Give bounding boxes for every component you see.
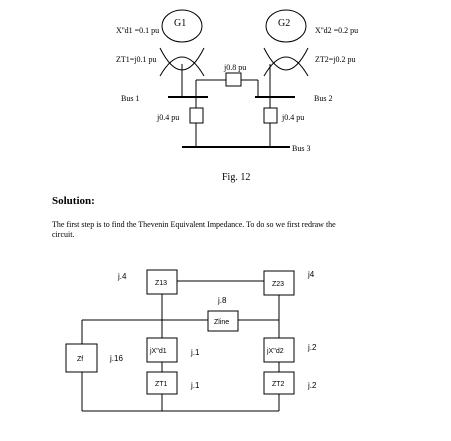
bus2-label: Bus 2 [314,94,333,103]
zline-value: j.8 [218,296,227,305]
solution-paragraph-line1: The first step is to find the Thevenin Equivalent Impedance. To do so we first redraw the [52,220,336,229]
z23-box-label: Z23 [272,281,285,288]
zt2-label: ZT2 [272,381,285,388]
z13-value: j.4 [118,272,127,281]
thevenin-circuit [66,270,317,411]
g2-xd-label: X''d2 =0.2 pu [315,26,359,35]
zf-value: j.16 [110,354,123,363]
zline-label: Zline [214,319,230,326]
g2-zt-label: ZT2=j0.2 pu [315,55,356,64]
z13-label: Z13 [155,280,168,287]
right-branch-label: j0.4 pu [282,113,305,122]
zf-label: Zf [77,356,84,363]
g1-zt-label: ZT1=j0.1 pu [116,55,157,64]
bus1-label: Bus 1 [121,94,140,103]
g1-xd-label: X''d1 =0.1 pu [116,26,160,35]
xd2-label: jX''d2 [267,348,284,355]
line-12-impedance-box [226,73,241,86]
bus3-label: Bus 3 [292,144,311,153]
g2-label: G2 [278,18,291,29]
xd2-value: j.2 [308,343,317,352]
zt2-value: j.2 [308,381,317,390]
line-12-label: j0.8 pu [224,63,247,72]
xd1-label: jX''d1 [150,348,167,355]
zt1-label: ZT1 [155,381,168,388]
z23-value: j4 [308,270,315,279]
figure-caption: Fig. 12 [222,172,251,183]
g1-label: G1 [174,18,187,29]
left-branch-label: j0.4 pu [157,113,180,122]
xd1-value: j.1 [191,348,200,357]
solution-heading: Solution: [52,195,95,207]
zt1-value: j.1 [191,381,200,390]
left-branch-impedance-box [190,108,203,123]
right-branch-impedance-box [264,108,277,123]
fig12-diagram [116,10,358,153]
solution-paragraph-line2: circuit. [52,230,75,239]
